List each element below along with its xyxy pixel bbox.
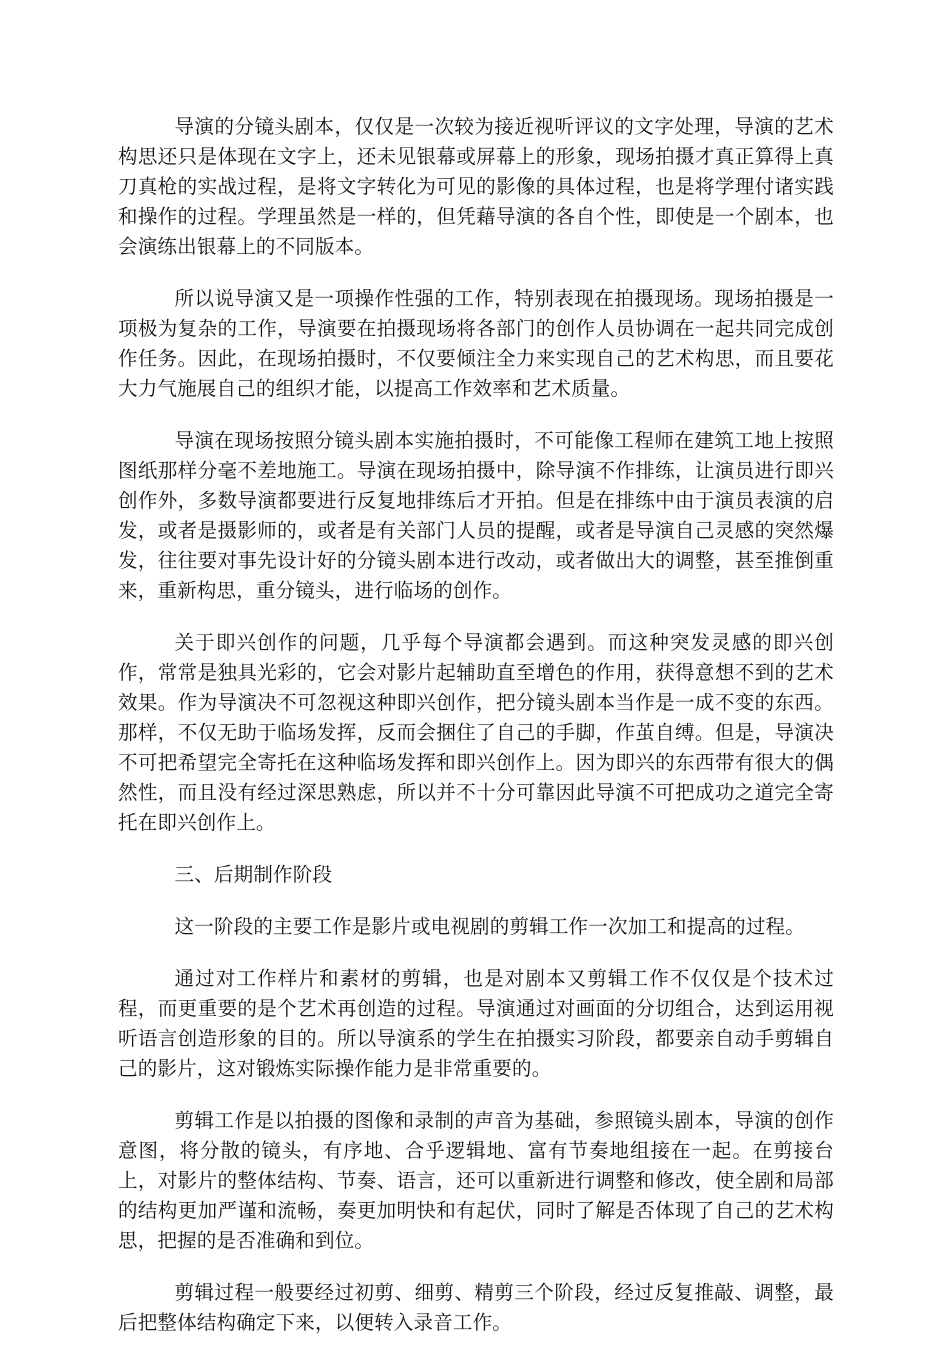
paragraph-editing-creation: 通过对工作样片和素材的剪辑，也是对剧本又剪辑工作不仅仅是个技术过程，而更重要的是个艺术再创造的过程。导演通过对画面的分切组合，达到运用视听语言创造形象的目的。所以导演系的学生在拍摄实习阶段，都要亲自动手剪辑自己的影片，这对锻炼实际操作能力是非常重要的。 <box>118 967 834 1080</box>
paragraph-editing-basis: 剪辑工作是以拍摄的图像和录制的声音为基础，参照镜头剧本，导演的创作意图，将分散的镜头，有序地、合乎逻辑地、富有节奏地组接在一起。在剪接台上，对影片的整体结构、节奏、语言，还可以重新进行调整和修改，使全剧和局部的结构更加严谨和流畅，奏更加明快和有起伏，同时了解是否体现了自己的艺术构思，把握的是否准确和到位。 <box>118 1109 834 1252</box>
paragraph-director-operation: 所以说导演又是一项操作性强的工作，特别表现在拍摄现场。现场拍摄是一项极为复杂的工作，导演要在拍摄现场将各部门的创作人员协调在一起共同完成创作任务。因此，在现场拍摄时，不仅要倾注全力来实现自己的艺术构思，而且要花大力气施展自己的组织才能，以提高工作效率和艺术质量。 <box>118 287 834 400</box>
paragraph-editing-overview: 这一阶段的主要工作是影片或电视剧的剪辑工作一次加工和提高的过程。 <box>174 915 805 938</box>
paragraph-shooting-process: 导演的分镜头剧本，仅仅是一次较为接近视听评议的文字处理，导演的艺术构思还只是体现在文字上，还未见银幕或屏幕上的形象，现场拍摄才真正算得上真刀真枪的实战过程，是将文字转化为可见的影像的具体过程，也是将学理付诸实践和操作的过程。学理虽然是一样的，但凭藉导演的各自个性，即使是一个剧本，也会演练出银幕上的不同版本。 <box>118 115 834 258</box>
paragraph-onsite-rehearsal: 导演在现场按照分镜头剧本实施拍摄时，不可能像工程师在建筑工地上按照图纸那样分毫不差地施工。导演在现场拍摄中，除导演不作排练，让演员进行即兴创作外，多数导演都要进行反复地排练后才开拍。但是在排练中由于演员表演的启发，或者是摄影师的，或者是有关部门人员的提醒，或者是导演自己灵感的突然爆发，往往要对事先设计好的分镜头剧本进行改动，或者做出大的调整，甚至推倒重来，重新构思，重分镜头，进行临场的创作。 <box>118 429 834 602</box>
paragraph-editing-stages: 剪辑过程一般要经过初剪、细剪、精剪三个阶段，经过反复推敲、调整，最后把整体结构确定下来，以便转入录音工作。 <box>118 1281 834 1334</box>
document-page <box>118 112 834 1360</box>
section-heading-post-production: 三、后期制作阶段 <box>174 863 333 886</box>
paragraph-improvisation: 关于即兴创作的问题，几乎每个导演都会遇到。而这种突发灵感的即兴创作，常常是独具光彩的，它会对影片起辅助直至增色的作用，获得意想不到的艺术效果。作为导演决不可忽视这种即兴创作，把分镜头剧本当作是一成不变的东西。那样，不仅无助于临场发挥，反而会捆住了自己的手脚，作茧自缚。但是，导演决不可把希望完全寄托在这种临场发挥和即兴创作上。因为即兴的东西带有很大的偶然性，而且没有经过深思熟虑，所以并不十分可靠因此导演不可把成功之道完全寄托在即兴创作上。 <box>118 631 834 834</box>
